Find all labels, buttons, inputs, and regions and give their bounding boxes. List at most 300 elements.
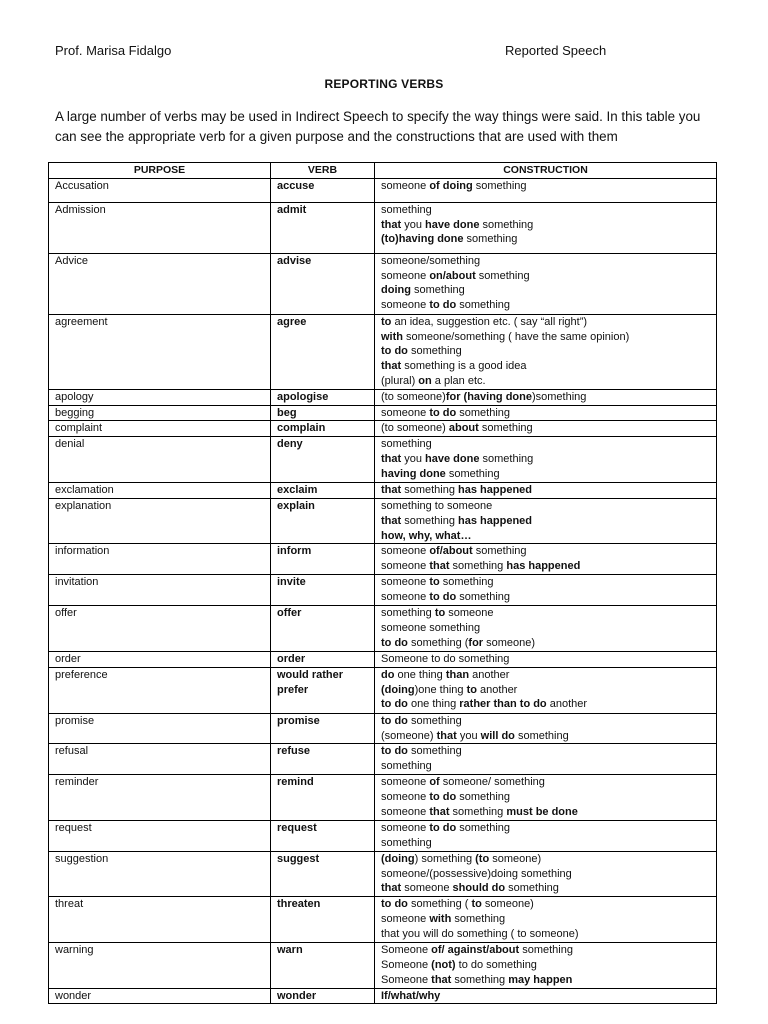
construction-line (381, 203, 710, 218)
construction-text: someone (381, 791, 430, 804)
table-row (49, 851, 717, 896)
construction-text: someone (381, 591, 430, 604)
verb-cell (271, 405, 375, 421)
construction-line (381, 298, 710, 313)
purpose-cell: refusal (49, 744, 271, 775)
construction-text: something (463, 233, 518, 246)
construction-keyword: to do (429, 791, 457, 804)
purpose-cell: begging (49, 405, 271, 421)
verb-text: deny (277, 438, 303, 451)
construction-text: something (478, 422, 533, 435)
construction-line (381, 232, 710, 247)
construction-keyword: (to)having done (381, 233, 464, 246)
construction-keyword: has happened (458, 484, 533, 497)
construction-keyword: have done (425, 218, 480, 231)
construction-line (381, 283, 710, 298)
construction-cell (375, 437, 717, 483)
construction-keyword: that (429, 805, 450, 818)
construction-cell (375, 744, 717, 775)
construction-line (381, 330, 710, 345)
verb-cell (271, 713, 375, 744)
construction-keyword: of/ against/about (431, 944, 520, 957)
construction-text: (to someone) (381, 422, 449, 435)
construction-text: something (401, 484, 459, 497)
construction-keyword: (doing (381, 683, 415, 696)
page-title: REPORTING VERBS (324, 77, 444, 91)
table-row (49, 775, 717, 820)
verb-cell (271, 498, 375, 543)
construction-text: Someone (381, 973, 432, 986)
construction-line (381, 483, 710, 498)
construction-text: you (401, 452, 426, 465)
construction-keyword: having done (381, 467, 446, 480)
construction-keyword: has happened (458, 514, 533, 527)
construction-text: something (475, 269, 530, 282)
construction-text: something (514, 729, 569, 742)
construction-text: (to someone) (381, 390, 446, 403)
verb-cell (271, 851, 375, 896)
construction-keyword: on (418, 374, 432, 387)
table-row (49, 605, 717, 651)
table-row (49, 498, 717, 543)
purpose-cell: agreement (49, 314, 271, 389)
construction-keyword: that (381, 484, 402, 497)
construction-text: someone/something (381, 254, 481, 267)
construction-keyword: that (431, 973, 452, 986)
verb-text: offer (277, 606, 302, 619)
construction-line (381, 958, 710, 973)
construction-cell (375, 544, 717, 575)
construction-cell (375, 713, 717, 744)
document-topic: Reported Speech (505, 43, 607, 58)
construction-keyword: (not) (431, 958, 456, 971)
construction-text: someone (381, 406, 430, 419)
construction-text: something (456, 591, 511, 604)
table-row (49, 405, 717, 421)
construction-text: )something (531, 390, 587, 403)
construction-keyword: for (having done (445, 390, 532, 403)
purpose-cell: promise (49, 713, 271, 744)
verb-text: prefer (277, 683, 309, 696)
construction-text: one thing (407, 698, 460, 711)
construction-line (381, 759, 710, 774)
purpose-cell: order (49, 651, 271, 667)
construction-text: something (519, 944, 573, 957)
table-row (49, 651, 717, 667)
verb-text: admit (277, 203, 307, 216)
construction-keyword: that (381, 514, 402, 527)
table-row (49, 988, 717, 1004)
construction-text: someone (401, 882, 453, 895)
construction-text: something (505, 882, 559, 895)
construction-keyword: If/what/why (381, 989, 441, 1002)
construction-line (381, 714, 710, 729)
construction-line (381, 790, 710, 805)
verb-cell (271, 437, 375, 483)
construction-text: someone something (381, 621, 481, 634)
verb-text: beg (277, 406, 297, 419)
construction-text: something (456, 406, 511, 419)
construction-text: something (472, 179, 527, 192)
purpose-cell: exclamation (49, 483, 271, 499)
construction-text: you (401, 218, 426, 231)
construction-cell (375, 667, 717, 713)
construction-line (381, 179, 710, 194)
purpose-cell: denial (49, 437, 271, 483)
construction-line (381, 912, 710, 927)
verb-cell (271, 943, 375, 988)
construction-text: that you will do something ( to someone) (381, 927, 579, 940)
construction-text: to do something (455, 958, 537, 971)
table-row (49, 575, 717, 606)
construction-keyword: of/about (429, 545, 473, 558)
construction-line (381, 683, 710, 698)
verb-text: would rather (277, 668, 344, 681)
construction-keyword: about (448, 422, 479, 435)
construction-line (381, 636, 710, 651)
construction-text: an idea, suggestion etc. ( say “all right”) (391, 315, 588, 328)
construction-keyword: that (381, 882, 402, 895)
construction-text: you (456, 729, 481, 742)
verb-cell (271, 389, 375, 405)
intro-paragraph: A large number of verbs may be used in Indirect Speech to specify the way things were said. In this table you can see the appropriate verb for a given purpose and the constructions that are used with them (55, 109, 701, 144)
author-name: Prof. Marisa Fidalgo (55, 43, 172, 58)
construction-keyword: do (381, 668, 395, 681)
construction-cell (375, 897, 717, 943)
purpose-cell: threat (49, 897, 271, 943)
verb-text: remind (277, 776, 314, 789)
construction-text: one thing (394, 668, 446, 681)
purpose-cell: Advice (49, 253, 271, 314)
verb-text: exclaim (277, 484, 318, 497)
purpose-cell: apology (49, 389, 271, 405)
construction-keyword: of (429, 776, 440, 789)
construction-text: something to someone (381, 499, 493, 512)
construction-text: something (449, 805, 507, 818)
construction-keyword: will do (480, 729, 515, 742)
construction-keyword: how, why, what… (381, 529, 472, 542)
construction-cell (375, 988, 717, 1004)
construction-line (381, 575, 710, 590)
construction-text: something (472, 545, 527, 558)
construction-cell (375, 421, 717, 437)
construction-keyword: to do (381, 698, 408, 711)
purpose-cell: explanation (49, 498, 271, 543)
table-body (49, 178, 717, 1004)
construction-keyword: to (429, 576, 440, 589)
table-row (49, 744, 717, 775)
verb-cell (271, 651, 375, 667)
table-row (49, 897, 717, 943)
construction-line (381, 973, 710, 988)
construction-line (381, 421, 710, 436)
construction-line (381, 927, 710, 942)
construction-line (381, 867, 710, 882)
construction-keyword: to (466, 683, 477, 696)
construction-cell (375, 605, 717, 651)
verb-cell (271, 575, 375, 606)
table-row (49, 667, 717, 713)
verb-cell (271, 988, 375, 1004)
construction-text: someone) (489, 852, 542, 865)
column-header-purpose: PURPOSE (49, 163, 271, 179)
construction-text: ) something (414, 852, 476, 865)
construction-cell (375, 651, 717, 667)
purpose-cell: offer (49, 605, 271, 651)
purpose-cell: request (49, 820, 271, 851)
construction-text: someone/(possessive)doing something (381, 867, 572, 880)
column-header-verb: VERB (271, 163, 375, 179)
construction-keyword: than (445, 668, 470, 681)
construction-line (381, 943, 710, 958)
verb-cell (271, 314, 375, 389)
verb-cell (271, 775, 375, 820)
verb-text: order (277, 652, 306, 665)
construction-text: another (469, 668, 510, 681)
construction-text: Someone (381, 958, 432, 971)
verb-cell (271, 253, 375, 314)
table-row (49, 713, 717, 744)
construction-line (381, 437, 710, 452)
construction-line (381, 544, 710, 559)
construction-line (381, 744, 710, 759)
table-row (49, 253, 717, 314)
construction-keyword: that (381, 360, 402, 373)
construction-text: something (381, 606, 435, 619)
construction-keyword: that (436, 729, 457, 742)
construction-keyword: to do (429, 406, 457, 419)
construction-line (381, 897, 710, 912)
construction-cell (375, 851, 717, 896)
construction-line (381, 406, 710, 421)
construction-line (381, 218, 710, 233)
verb-text: agree (277, 315, 307, 328)
table-row (49, 544, 717, 575)
verb-cell (271, 421, 375, 437)
construction-text: someone (381, 545, 430, 558)
construction-text: someone/something ( have the same opinion) (403, 330, 630, 343)
construction-text: someone (445, 606, 494, 619)
construction-line (381, 269, 710, 284)
construction-keyword: have done (425, 452, 480, 465)
construction-text: something (401, 514, 459, 527)
verb-cell (271, 744, 375, 775)
table-row (49, 389, 717, 405)
construction-keyword: to do (429, 591, 457, 604)
table-row (49, 437, 717, 483)
construction-keyword: of doing (429, 179, 473, 192)
construction-line (381, 359, 710, 374)
construction-keyword: to do (381, 745, 408, 758)
construction-keyword: should do (452, 882, 506, 895)
construction-text: something (407, 714, 462, 727)
purpose-cell: reminder (49, 775, 271, 820)
purpose-cell: invitation (49, 575, 271, 606)
verb-text: explain (277, 499, 315, 512)
construction-cell (375, 775, 717, 820)
construction-line (381, 590, 710, 605)
table-row (49, 178, 717, 202)
construction-text: something (445, 467, 500, 480)
construction-text: (someone) (381, 729, 437, 742)
verb-text: threaten (277, 898, 321, 911)
purpose-cell: preference (49, 667, 271, 713)
construction-line (381, 254, 710, 269)
construction-text: something ( (407, 898, 472, 911)
verb-text: wonder (277, 989, 317, 1002)
construction-text: someone/ something (439, 776, 545, 789)
construction-text: (plural) (381, 374, 419, 387)
construction-line (381, 514, 710, 529)
construction-text: a plan etc. (431, 374, 486, 387)
construction-text: something (449, 560, 507, 573)
construction-line (381, 697, 710, 712)
construction-line (381, 729, 710, 744)
construction-line (381, 559, 710, 574)
construction-cell (375, 943, 717, 988)
verb-text: promise (277, 714, 320, 727)
purpose-cell: complaint (49, 421, 271, 437)
verb-cell (271, 544, 375, 575)
construction-line (381, 805, 710, 820)
construction-line (381, 775, 710, 790)
construction-text: something (451, 912, 506, 925)
construction-line (381, 836, 710, 851)
construction-cell (375, 314, 717, 389)
construction-keyword: on/about (429, 269, 476, 282)
verb-cell (271, 202, 375, 253)
construction-keyword: rather than to do (459, 698, 547, 711)
construction-text: someone (381, 560, 430, 573)
verb-text: refuse (277, 745, 311, 758)
purpose-cell: suggestion (49, 851, 271, 896)
purpose-cell: information (49, 544, 271, 575)
construction-text: something (381, 438, 432, 451)
construction-cell (375, 178, 717, 202)
construction-keyword: has happened (506, 560, 581, 573)
construction-keyword: with (381, 330, 403, 343)
verb-cell (271, 178, 375, 202)
construction-keyword: that (381, 452, 402, 465)
table-row (49, 314, 717, 389)
reporting-verbs-table (48, 162, 717, 1004)
column-header-construction: CONSTRUCTION (375, 163, 717, 179)
construction-keyword: to do (429, 821, 457, 834)
construction-cell (375, 253, 717, 314)
construction-line (381, 344, 710, 359)
construction-keyword: that (381, 218, 402, 231)
construction-keyword: may happen (508, 973, 573, 986)
verb-cell (271, 820, 375, 851)
construction-text: another (546, 698, 588, 711)
construction-text: someone (381, 269, 430, 282)
construction-line (381, 529, 710, 544)
construction-text: something (407, 345, 462, 358)
construction-keyword: that (429, 560, 450, 573)
construction-keyword: to (434, 606, 446, 619)
table-row (49, 483, 717, 499)
construction-line (381, 881, 710, 896)
construction-line (381, 621, 710, 636)
construction-cell (375, 498, 717, 543)
construction-cell (375, 202, 717, 253)
construction-line (381, 374, 710, 389)
construction-text: something (456, 821, 511, 834)
verb-text: advise (277, 254, 312, 267)
construction-cell (375, 483, 717, 499)
purpose-cell: wonder (49, 988, 271, 1004)
construction-text: something ( (407, 636, 469, 649)
construction-text: someone (381, 912, 430, 925)
table-row (49, 202, 717, 253)
purpose-cell: Accusation (49, 178, 271, 202)
construction-text: someone (381, 299, 430, 312)
construction-text: something (381, 760, 432, 773)
construction-keyword: with (429, 912, 452, 925)
construction-keyword: must be done (506, 805, 578, 818)
purpose-cell: warning (49, 943, 271, 988)
verb-cell (271, 667, 375, 713)
construction-text: someone) (481, 898, 534, 911)
construction-line (381, 668, 710, 683)
construction-keyword: to do (381, 898, 408, 911)
verb-text: invite (277, 576, 306, 589)
construction-line (381, 989, 710, 1004)
construction-keyword: (doing (381, 852, 415, 865)
construction-text: something (456, 299, 511, 312)
purpose-cell: Admission (49, 202, 271, 253)
verb-text: inform (277, 545, 312, 558)
construction-line (381, 390, 710, 405)
construction-line (381, 499, 710, 514)
construction-text: something (479, 452, 534, 465)
verb-cell (271, 483, 375, 499)
construction-text: something (479, 218, 534, 231)
construction-line (381, 315, 710, 330)
construction-text: someone (381, 776, 430, 789)
verb-cell (271, 897, 375, 943)
construction-keyword: to do (381, 636, 408, 649)
verb-text: request (277, 821, 317, 834)
construction-text: something (381, 203, 432, 216)
verb-text: apologise (277, 390, 329, 403)
construction-keyword: to (471, 898, 482, 911)
table-row (49, 421, 717, 437)
construction-keyword: (to (475, 852, 490, 865)
construction-text: Someone to do something (381, 652, 510, 665)
construction-text: Someone (381, 944, 432, 957)
construction-text: something (410, 284, 465, 297)
verb-text: complain (277, 422, 326, 435)
construction-text: something (451, 973, 509, 986)
construction-keyword: for (468, 636, 484, 649)
construction-text: )one thing (414, 683, 467, 696)
construction-text: something (439, 576, 494, 589)
verb-text: warn (277, 944, 303, 957)
construction-keyword: doing (381, 284, 411, 297)
construction-text: something (381, 836, 432, 849)
construction-cell (375, 820, 717, 851)
verb-cell (271, 605, 375, 651)
construction-keyword: to do (429, 299, 457, 312)
construction-line (381, 606, 710, 621)
verb-text: accuse (277, 179, 315, 192)
construction-text: another (476, 683, 518, 696)
construction-cell (375, 575, 717, 606)
construction-line (381, 452, 710, 467)
table-header-row (49, 163, 717, 179)
construction-text: someone (381, 805, 430, 818)
